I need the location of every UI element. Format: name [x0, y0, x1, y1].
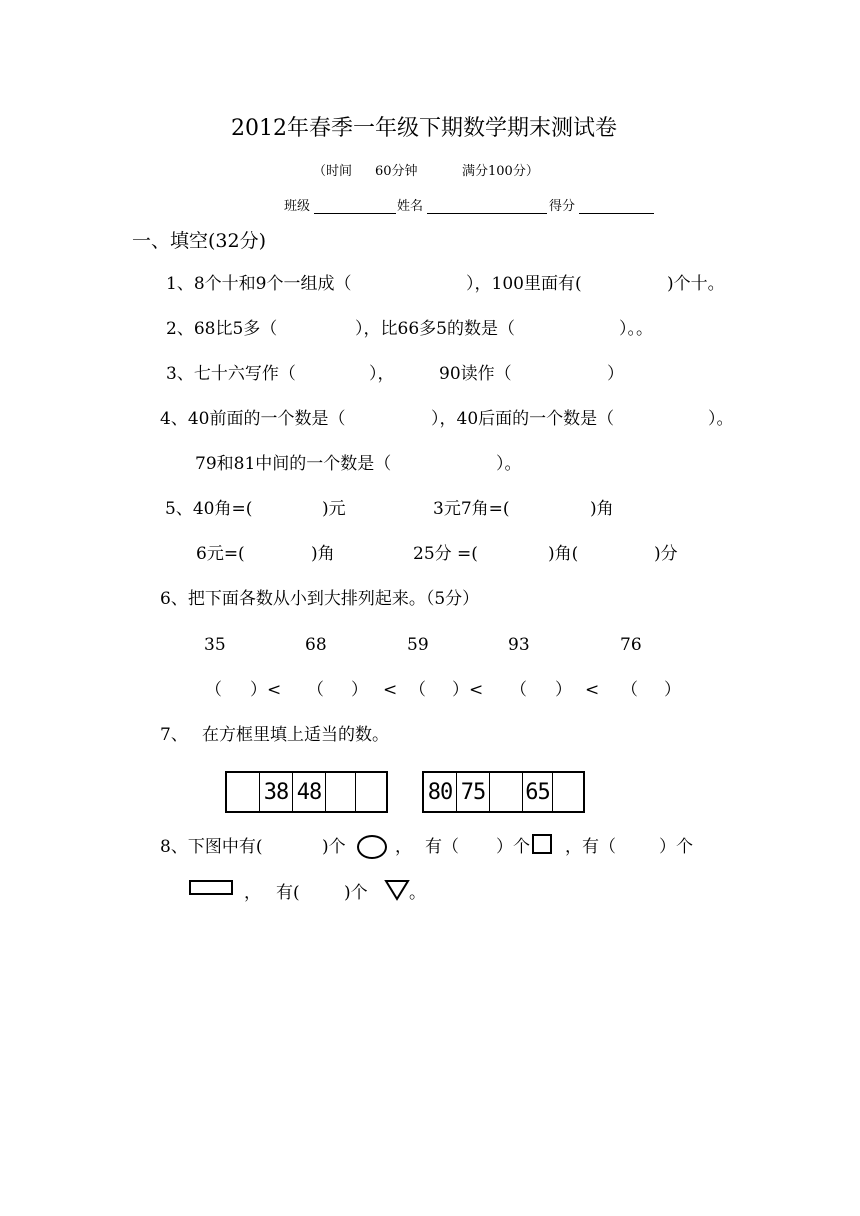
q5b-part-a: 6元=( — [196, 544, 245, 564]
q5b-part-e: )分 — [654, 544, 678, 564]
q5b-part-d: )角( — [548, 544, 579, 564]
q6-blank-paren: （ — [621, 680, 638, 700]
sequence-cell — [227, 773, 260, 811]
q8-part-j: )个 — [344, 883, 368, 903]
sequence-cell: 65 — [523, 773, 553, 811]
q8-part-b: )个 — [322, 837, 346, 857]
rectangle-icon — [189, 880, 233, 895]
q6-blank-paren: （ — [205, 680, 222, 700]
q5b-part-b: )角 — [311, 544, 335, 564]
q8-part-k: 。 — [409, 883, 426, 903]
time-label: （时间 — [313, 164, 353, 179]
q2-part-b: ），比66多5的数是（ — [355, 319, 515, 339]
section-title: 一、填空(32分) — [132, 230, 267, 252]
q7-number: 7、 — [160, 725, 188, 745]
q6-blank-paren: < — [585, 680, 600, 700]
q4-part-c: ）。 — [708, 409, 734, 429]
q6-blank-paren: ）< — [452, 680, 484, 700]
sequence-cell — [490, 773, 523, 811]
score-blank — [579, 213, 654, 214]
q5b-part-c: 25分 =( — [413, 544, 478, 564]
number-sequence-box — [422, 771, 585, 813]
name-blank — [427, 213, 547, 214]
sequence-cell: 48 — [293, 773, 326, 811]
q8-part-c: ， — [395, 837, 412, 857]
q6-blank-paren: ） — [664, 680, 681, 700]
q6-number: 93 — [508, 635, 530, 655]
q7-text: 在方框里填上适当的数。 — [202, 725, 389, 745]
page-title: 2012年春季一年级下期数学期末测试卷 — [231, 116, 617, 141]
q8-part-g: ）个 — [659, 837, 693, 857]
sequence-cell — [356, 773, 386, 811]
name-label: 姓名 — [397, 199, 424, 214]
class-label: 班级 — [284, 199, 311, 214]
full-score-label: 满分100分） — [462, 164, 539, 179]
q6-blank-paren: （ — [409, 680, 426, 700]
square-icon — [532, 834, 552, 854]
sequence-cell — [553, 773, 583, 811]
q6-number: 76 — [620, 635, 642, 655]
q6-blank-paren: ） — [351, 680, 368, 700]
number-sequence-box — [225, 771, 388, 813]
q8-part-d: 有（ — [425, 837, 459, 857]
q6-blank-paren: < — [383, 680, 398, 700]
q6-blank-paren: （ — [510, 680, 527, 700]
q4-part-a: 4、40前面的一个数是（ — [160, 409, 346, 429]
q8-part-i: 有( — [276, 883, 300, 903]
q6-number: 68 — [305, 635, 327, 655]
q4-part-b: ），40后面的一个数是（ — [431, 409, 615, 429]
q6-number: 59 — [407, 635, 429, 655]
q4b-part-b: ）。 — [496, 454, 522, 474]
sequence-cell: 75 — [457, 773, 490, 811]
q3-part-a: 3、七十六写作（ — [166, 364, 296, 384]
q6-blank-paren: ） — [555, 680, 572, 700]
q3-part-d: ） — [607, 364, 624, 384]
q8-part-h: ， — [244, 883, 261, 903]
sequence-cell — [326, 773, 356, 811]
q4b-part-a: 79和81中间的一个数是（ — [195, 454, 392, 474]
q5-part-a: 5、40角=( — [165, 499, 253, 519]
q1-part-c: )个十。 — [667, 274, 725, 294]
q6-number: 35 — [204, 635, 226, 655]
q5-part-b: )元 — [322, 499, 346, 519]
q6-text: 6、把下面各数从小到大排列起来。（5分） — [160, 589, 480, 609]
q2-part-c: ）。。 — [619, 319, 653, 339]
circle-icon — [357, 835, 387, 859]
q6-blank-paren: ）< — [250, 680, 282, 700]
q3-part-c: 90读作（ — [439, 364, 512, 384]
triangle-icon — [384, 879, 410, 901]
score-label: 得分 — [549, 199, 576, 214]
q1-part-a: 1、8个十和9个一组成（ — [166, 274, 352, 294]
q6-blank-paren: （ — [307, 680, 324, 700]
sequence-cell: 38 — [260, 773, 293, 811]
q2-part-a: 2、68比5多（ — [166, 319, 278, 339]
q8-part-f: ，有（ — [565, 837, 616, 857]
q5-part-c: 3元7角=( — [433, 499, 510, 519]
q1-part-b: ），100里面有( — [466, 274, 582, 294]
q8-part-a: 8、下图中有( — [160, 837, 263, 857]
q8-part-e: ）个 — [496, 837, 530, 857]
time-value: 60分钟 — [375, 164, 418, 179]
q5-part-d: )角 — [590, 499, 614, 519]
sequence-cell: 80 — [424, 773, 457, 811]
q3-part-b: ）， — [369, 364, 395, 384]
class-blank — [314, 213, 396, 214]
